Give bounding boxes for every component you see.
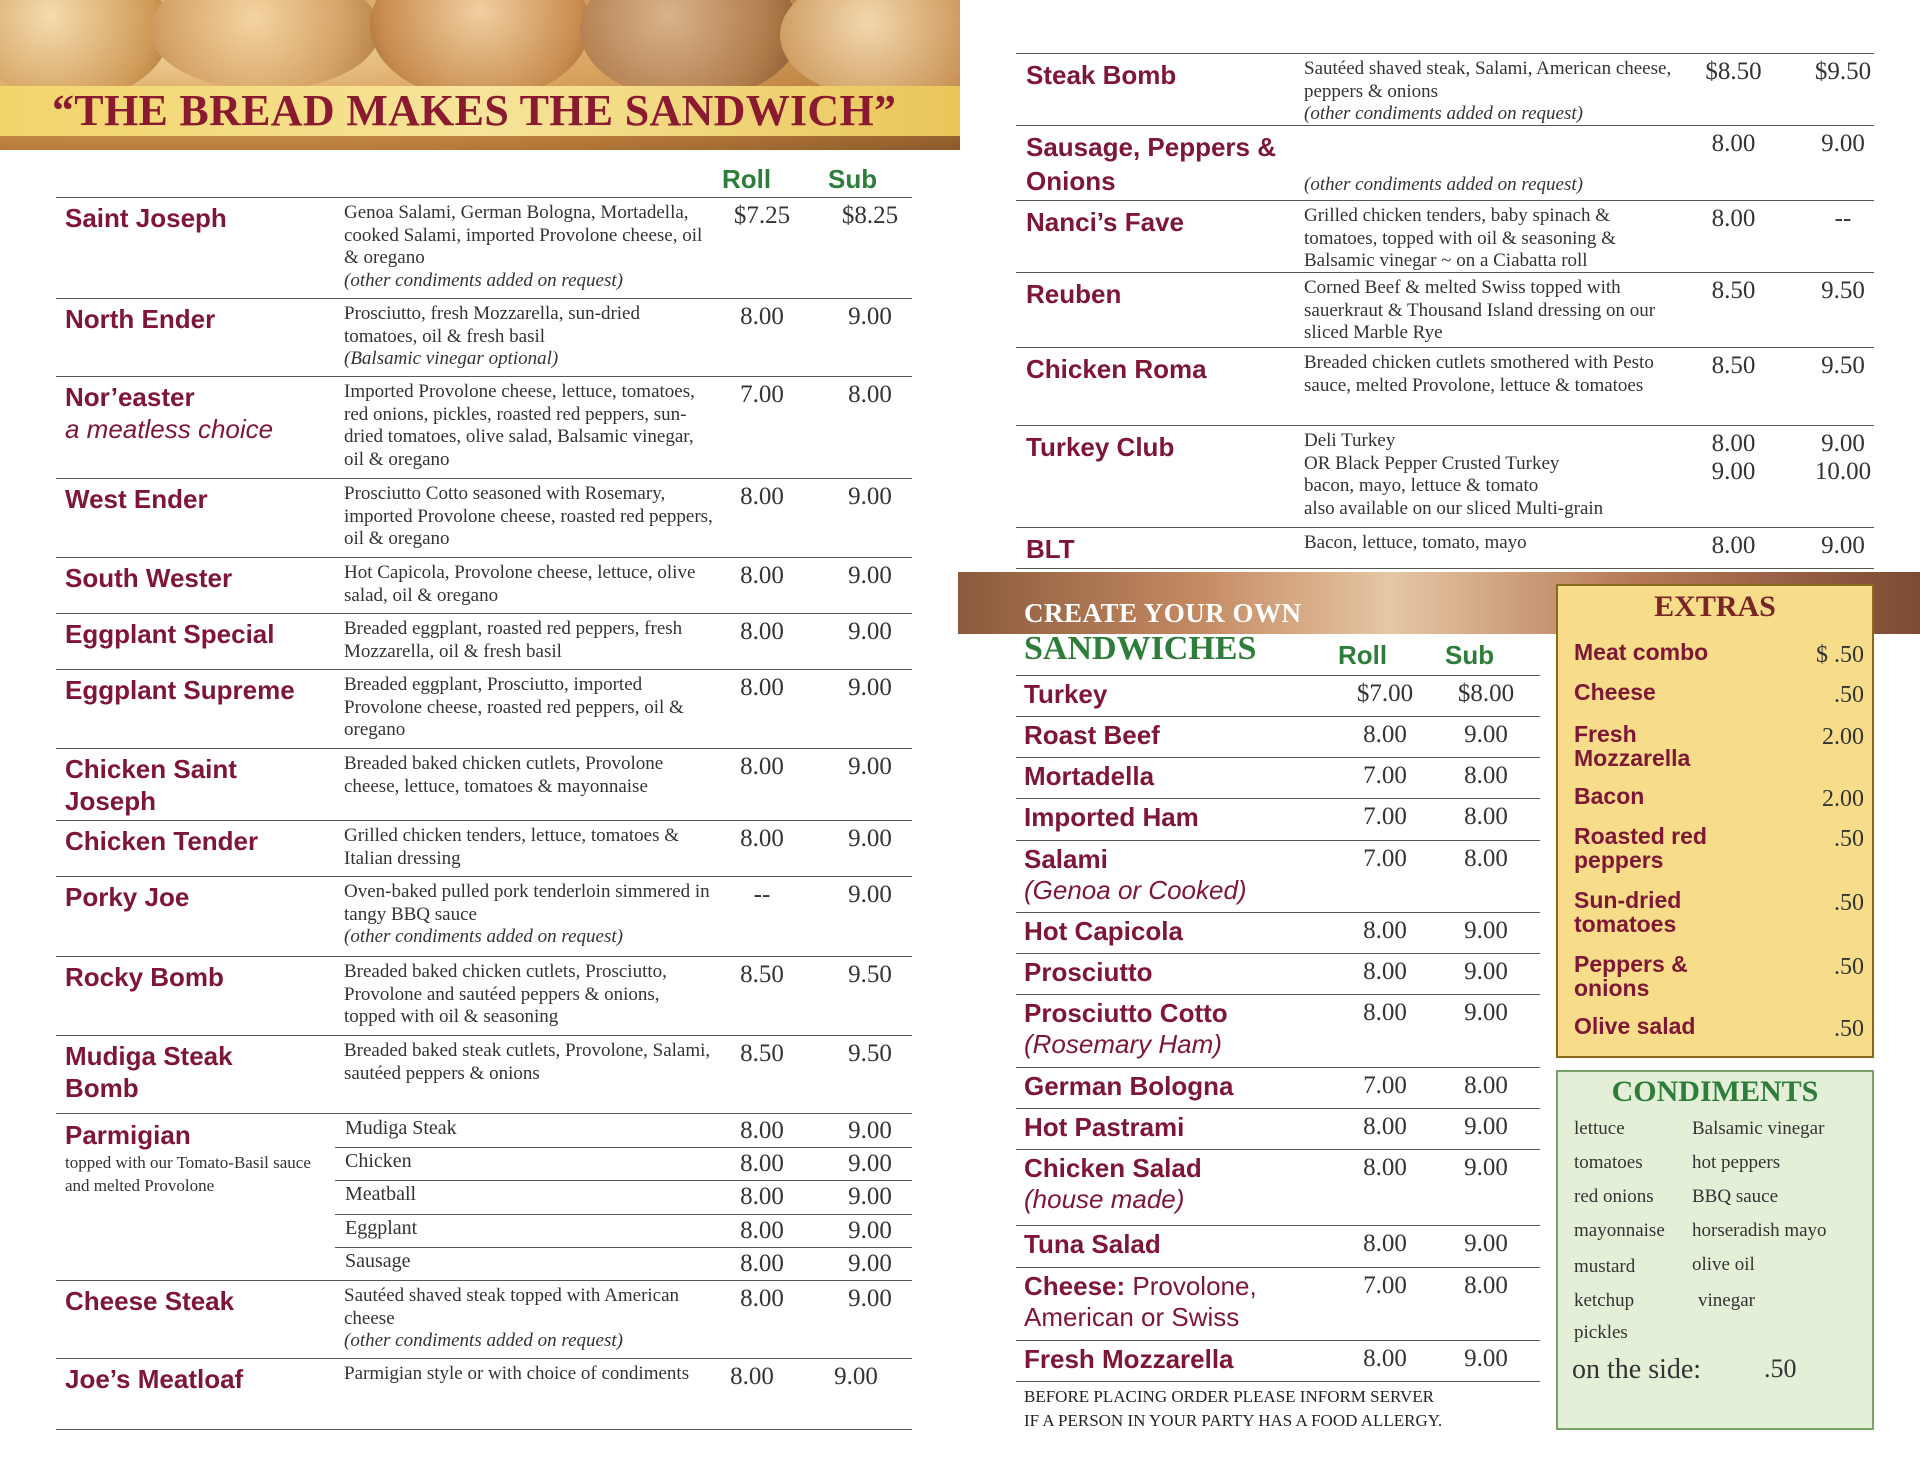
roll-price: 8.00 xyxy=(740,1285,784,1312)
extra-item xyxy=(1574,824,1864,874)
sub-price: 9.00 xyxy=(1821,532,1865,559)
menu-item xyxy=(56,613,912,670)
sub-price: 8.00 xyxy=(1464,762,1508,789)
sub-price: 9.00 xyxy=(848,1217,892,1244)
sub-price: 9.00 xyxy=(848,881,892,908)
item-name: BLT xyxy=(1026,534,1075,564)
condiment-item: olive oil xyxy=(1692,1254,1755,1275)
item-name: Chicken Tender xyxy=(65,826,259,856)
menu-item xyxy=(1016,840,1540,913)
extra-item xyxy=(1574,952,1864,1002)
roll-price: $7.00 xyxy=(1356,680,1414,707)
sub-price: 9.00 xyxy=(1464,721,1508,748)
item-name: Saint Joseph xyxy=(65,203,227,233)
sub-price: 9.00 10.00 xyxy=(1814,430,1872,485)
item-description: Sautéed shaved steak, Salami, American cheese, peppers & onions (other condiments added on request) xyxy=(1304,58,1684,126)
menu-item xyxy=(1016,425,1874,528)
condiments-box xyxy=(1556,1070,1874,1430)
sub-price: 9.00 xyxy=(848,303,892,330)
sub-price: 9.00 xyxy=(1821,130,1865,157)
sub-price: 9.50 xyxy=(1821,352,1865,379)
item-subname: (Rosemary Ham) xyxy=(1024,1029,1222,1059)
roll-price: 8.00 xyxy=(740,1250,784,1277)
item-note: (other condiments added on request) xyxy=(1304,103,1583,124)
condiment-item: BBQ sauce xyxy=(1692,1186,1779,1207)
extras-title: EXTRAS xyxy=(1654,590,1776,623)
parmigian-option xyxy=(335,1215,912,1248)
parmigian-option xyxy=(335,1148,912,1181)
menu-item xyxy=(56,956,912,1036)
menu-item xyxy=(1016,200,1874,273)
condiment-item: vinegar xyxy=(1698,1290,1755,1311)
extra-item xyxy=(1574,722,1864,772)
item-description: Grilled chicken tenders, baby spinach & tomatoes, topped with oil & seasoning & Balsamic vinegar ~ on a Ciabatta roll xyxy=(1304,205,1616,271)
menu-item xyxy=(1016,347,1874,426)
extra-item xyxy=(1574,680,1864,710)
option-label: Eggplant xyxy=(345,1217,418,1239)
extra-price: .50 xyxy=(1834,954,1864,980)
roll-price: 8.50 xyxy=(740,1040,784,1067)
roll-price: 8.00 xyxy=(1711,130,1756,157)
item-name: Turkey xyxy=(1024,679,1108,709)
menu-item xyxy=(56,748,912,821)
item-subname: American or Swiss xyxy=(1024,1302,1240,1332)
roll-price: 8.00 xyxy=(730,1363,774,1390)
extra-price: 2.00 xyxy=(1822,786,1864,812)
item-name: Rocky Bomb xyxy=(65,962,224,992)
menu-item xyxy=(56,1280,912,1359)
sub-price: 9.00 xyxy=(848,618,892,645)
menu-item xyxy=(56,669,912,749)
menu-item xyxy=(56,197,912,299)
roll-price: 7.00 xyxy=(1363,1272,1407,1299)
menu-item xyxy=(56,478,912,558)
item-name: Steak Bomb xyxy=(1026,60,1177,90)
roll-price: 8.00 xyxy=(740,562,784,589)
roll-column-header: Roll xyxy=(722,164,772,194)
sub-price: 9.00 xyxy=(848,1117,892,1144)
extra-price: 2.00 xyxy=(1822,724,1864,750)
menu-item xyxy=(1016,1340,1540,1382)
item-name: Parmigian xyxy=(65,1120,191,1150)
item-description: Genoa Salami, German Bologna, Mortadella, cooked Salami, imported Provolone cheese, oil & oregano (other condiments added on request) xyxy=(344,202,714,292)
item-name: Joe’s Meatloaf xyxy=(65,1364,244,1394)
sub-price: 9.00 xyxy=(1464,999,1508,1026)
item-name: Roast Beef xyxy=(1024,720,1160,750)
menu-item xyxy=(56,557,912,614)
roll-price: 8.00 xyxy=(1363,1113,1407,1140)
item-description: Hot Capicola, Provolone cheese, lettuce, olive salad, oil & oregano xyxy=(344,562,696,606)
on-the-side-label: on the side: xyxy=(1572,1354,1702,1385)
roll-price: 8.00 xyxy=(740,303,784,330)
menu-item xyxy=(1016,1108,1540,1150)
item-description: Deli Turkey OR Black Pepper Crusted Turkey bacon, mayo, lettuce & tomato also available on our sliced Multi-grain xyxy=(1304,430,1604,519)
page-title: “THE BREAD MAKES THE SANDWICH” xyxy=(52,86,897,135)
roll-price: 8.00 xyxy=(1711,205,1756,232)
item-name: Prosciutto xyxy=(1024,957,1153,987)
item-description: Prosciutto, fresh Mozzarella, sun-dried tomatoes, oil & fresh basil (Balsamic vinegar optional) xyxy=(344,303,714,371)
menu-item xyxy=(1016,1225,1540,1268)
item-name: Hot Pastrami xyxy=(1024,1112,1185,1142)
sub-price: 9.00 xyxy=(1464,1345,1508,1372)
item-note: (other condiments added on request) xyxy=(344,926,623,947)
extra-price: .50 xyxy=(1834,890,1864,916)
roll-price: 8.00 xyxy=(1363,1154,1407,1181)
item-name: Tuna Salad xyxy=(1024,1229,1161,1259)
roll-price: 8.00 xyxy=(1363,1230,1407,1257)
item-note: (other condiments added on request) xyxy=(344,1330,623,1351)
item-name: Porky Joe xyxy=(65,882,190,912)
item-subname: (Genoa or Cooked) xyxy=(1024,875,1247,905)
extra-label: Olive salad xyxy=(1574,1013,1696,1039)
sub-price: $9.50 xyxy=(1814,58,1872,85)
item-note: (other condiments added on request) xyxy=(344,269,623,291)
extra-label: Peppers & onions xyxy=(1574,951,1688,1001)
extra-label: Sun-dried tomatoes xyxy=(1574,887,1682,937)
item-name: Mudiga Steak Bomb xyxy=(65,1041,233,1103)
sub-price: $8.00 xyxy=(1457,680,1515,707)
item-description: Grilled chicken tenders, lettuce, tomatoes & Italian dressing xyxy=(344,825,680,869)
option-label: Chicken xyxy=(345,1150,412,1172)
item-name: West Ender xyxy=(65,484,208,514)
sub-price: 9.50 xyxy=(848,961,892,988)
sub-price: 9.00 xyxy=(834,1363,878,1390)
item-description: Breaded baked chicken cutlets, Prosciutto, Provolone and sautéed peppers & onions, topped with oil & seasoning xyxy=(344,961,667,1027)
item-description: Breaded eggplant, Prosciutto, imported Provolone cheese, roasted red peppers, oil & oregano xyxy=(344,674,684,740)
item-note: (other condiments added on request) xyxy=(1304,174,1583,195)
roll-price: $8.50 xyxy=(1705,58,1762,85)
condiment-item: tomatoes xyxy=(1574,1152,1643,1173)
menu-item xyxy=(56,298,912,377)
parmigian-option xyxy=(335,1181,912,1214)
menu-item xyxy=(1016,125,1874,201)
item-description: Oven-baked pulled pork tenderloin simmered in tangy BBQ sauce (other condiments added on request) xyxy=(344,881,714,949)
item-name: Salami (Genoa or Cooked) xyxy=(1024,844,1284,906)
sub-price: 9.00 xyxy=(848,1285,892,1312)
roll-price: 7.00 xyxy=(1363,762,1407,789)
on-the-side-price: .50 xyxy=(1764,1354,1797,1383)
menu-item xyxy=(1016,1267,1540,1341)
sub-price: 9.00 xyxy=(848,1183,892,1210)
roll-price: 8.00 xyxy=(740,674,784,701)
item-name: South Wester xyxy=(65,563,233,593)
item-description: topped with our Tomato-Basil sauce and melted Provolone xyxy=(65,1153,311,1195)
extra-item xyxy=(1574,784,1864,814)
item-description: Breaded chicken cutlets smothered with Pesto sauce, melted Provolone, lettuce & tomatoes xyxy=(1304,352,1654,396)
condiment-item: mustard xyxy=(1574,1256,1636,1277)
option-label: Sausage xyxy=(345,1250,411,1272)
roll-price: 8.00 xyxy=(740,1217,784,1244)
menu-item xyxy=(1016,716,1540,758)
roll-price: 8.00 xyxy=(1711,532,1756,559)
condiment-item: ketchup xyxy=(1574,1290,1635,1311)
sub-price: 9.00 xyxy=(848,674,892,701)
sub-price: 9.00 xyxy=(1464,917,1508,944)
roll-price: 8.00 xyxy=(1363,958,1407,985)
item-name: Nanci’s Fave xyxy=(1026,207,1185,237)
extra-price: .50 xyxy=(1834,826,1864,852)
item-name: Chicken Saint Joseph xyxy=(65,754,237,816)
roll-price: 8.00 xyxy=(740,1183,784,1210)
sub-column-header: Sub xyxy=(828,164,878,194)
sub-price: 8.00 xyxy=(848,381,892,408)
item-name: Eggplant Supreme xyxy=(65,675,295,705)
sub-price: 9.50 xyxy=(1821,277,1865,304)
condiment-item: horseradish mayo xyxy=(1692,1220,1827,1241)
sub-price: 8.00 xyxy=(1464,1272,1508,1299)
item-description: Bacon, lettuce, tomato, mayo xyxy=(1304,532,1527,553)
menu-item xyxy=(56,376,912,479)
parmigian-option xyxy=(335,1115,912,1148)
roll-price: 8.00 xyxy=(740,753,784,780)
item-description xyxy=(1304,174,1684,197)
sub-price: 9.00 xyxy=(1464,1230,1508,1257)
roll-price: 7.00 xyxy=(740,381,784,408)
sub-price: 9.00 xyxy=(848,825,892,852)
item-name: Mortadella xyxy=(1024,761,1155,791)
sub-price: -- xyxy=(1834,205,1852,232)
roll-column-header: Roll xyxy=(1338,640,1388,670)
item-name: Hot Capicola xyxy=(1024,916,1183,946)
extra-label: Roasted red peppers xyxy=(1574,823,1707,873)
item-subname: (house made) xyxy=(1024,1184,1185,1214)
menu-item xyxy=(1016,1067,1540,1109)
roll-price: 7.00 xyxy=(1363,803,1407,830)
item-description: Parmigian style or with choice of condiments xyxy=(344,1363,690,1384)
parmigian-option xyxy=(335,1248,912,1281)
sub-price: $8.25 xyxy=(841,202,899,229)
item-name: Turkey Club xyxy=(1026,432,1175,462)
condiment-item: red onions xyxy=(1574,1186,1654,1207)
sub-price: 8.00 xyxy=(1464,1072,1508,1099)
item-description: Corned Beef & melted Swiss topped with sauerkraut & Thousand Island dressing on our sliced Marble Rye xyxy=(1304,277,1656,343)
item-note: (Balsamic vinegar optional) xyxy=(344,348,559,369)
menu-item xyxy=(1016,953,1540,995)
menu-item xyxy=(1016,675,1540,717)
sub-price: 9.00 xyxy=(1464,1154,1508,1181)
menu-item xyxy=(1016,527,1874,569)
item-description: Prosciutto Cotto seasoned with Rosemary, imported Provolone cheese, roasted red peppers, oil & oregano xyxy=(344,483,713,549)
roll-price: 8.50 xyxy=(1711,352,1756,379)
menu-item xyxy=(1016,53,1874,126)
item-name: Imported Ham xyxy=(1024,802,1199,832)
roll-price: 8.00 xyxy=(1363,917,1407,944)
extra-price: .50 xyxy=(1834,1016,1864,1042)
item-name: Fresh Mozzarella xyxy=(1024,1344,1234,1374)
sub-price: 9.00 xyxy=(848,562,892,589)
item-name: Cheese: Provolone, American or Swiss xyxy=(1024,1271,1284,1333)
condiment-item: mayonnaise xyxy=(1574,1220,1665,1241)
menu-item xyxy=(56,876,912,957)
sub-column-header: Sub xyxy=(1445,640,1495,670)
roll-price: 8.00 xyxy=(740,1117,784,1144)
item-description: Breaded eggplant, roasted red peppers, fresh Mozzarella, oil & fresh basil xyxy=(344,618,683,662)
item-name: Eggplant Special xyxy=(65,619,275,649)
section-title: SANDWICHES xyxy=(1024,630,1257,667)
condiment-item: lettuce xyxy=(1574,1118,1625,1139)
extra-item xyxy=(1574,1014,1864,1044)
roll-price: 8.50 xyxy=(740,961,784,988)
roll-price: 7.00 xyxy=(1363,845,1407,872)
condiment-item: Balsamic vinegar xyxy=(1692,1118,1825,1139)
section-title: CREATE YOUR OWN xyxy=(1024,598,1302,628)
menu-item xyxy=(1016,912,1540,954)
sub-price: 9.00 xyxy=(848,753,892,780)
extra-label: Meat combo xyxy=(1574,639,1709,665)
menu-item xyxy=(56,1035,912,1114)
sub-price: 9.00 xyxy=(1464,958,1508,985)
item-name: Sausage, Peppers & Onions xyxy=(1026,132,1276,196)
item-description: Sautéed shaved steak topped with American cheese (other condiments added on request) xyxy=(344,1285,714,1353)
condiment-item: pickles xyxy=(1574,1322,1628,1343)
sub-price: 9.00 xyxy=(848,1250,892,1277)
menu-item xyxy=(1016,1149,1540,1226)
roll-price: 8.00 xyxy=(740,1150,784,1177)
sub-price: 9.00 xyxy=(1464,1113,1508,1140)
roll-price: 8.50 xyxy=(1711,277,1756,304)
roll-price: 8.00 xyxy=(740,825,784,852)
item-name: German Bologna xyxy=(1024,1071,1234,1101)
sub-price: 8.00 xyxy=(1464,803,1508,830)
sub-price: 9.00 xyxy=(848,1150,892,1177)
roll-price: 8.00 xyxy=(1363,1345,1407,1372)
extra-label: Fresh Mozzarella xyxy=(1574,721,1691,771)
roll-price: 8.00 xyxy=(1363,721,1407,748)
extra-label: Bacon xyxy=(1574,783,1645,809)
item-name: Chicken Salad (house made) xyxy=(1024,1153,1284,1215)
roll-price: 8.00 xyxy=(1363,999,1407,1026)
condiments-title: CONDIMENTS xyxy=(1611,1075,1819,1108)
sub-price: 9.00 xyxy=(848,483,892,510)
menu-item xyxy=(1016,272,1874,348)
roll-price: -- xyxy=(753,881,771,908)
sub-price: 8.00 xyxy=(1464,845,1508,872)
condiment-item: hot peppers xyxy=(1692,1152,1781,1173)
extra-item xyxy=(1574,888,1864,938)
divider xyxy=(56,1113,912,1114)
allergy-notice: BEFORE PLACING ORDER PLEASE INFORM SERVER IF A PERSON IN YOUR PARTY HAS A FOOD ALLERGY. xyxy=(1024,1387,1443,1430)
item-description: Breaded baked steak cutlets, Provolone, Salami, sautéed peppers & onions xyxy=(344,1040,711,1084)
roll-price: 8.00 9.00 xyxy=(1711,430,1756,485)
item-name: North Ender xyxy=(65,304,216,334)
sub-price: 9.50 xyxy=(848,1040,892,1067)
option-label: Mudiga Steak xyxy=(345,1117,457,1139)
menu-item xyxy=(1016,798,1540,841)
extra-price: .50 xyxy=(1834,682,1864,708)
menu-item xyxy=(1016,757,1540,799)
item-name: Chicken Roma xyxy=(1026,354,1207,384)
option-label: Meatball xyxy=(345,1183,417,1205)
roll-price: $7.25 xyxy=(733,202,791,229)
item-name: Nor’easter a meatless choice xyxy=(65,381,335,445)
extra-item xyxy=(1574,640,1864,670)
item-subname: a meatless choice xyxy=(65,414,274,444)
item-name: Cheese Steak xyxy=(65,1286,235,1316)
roll-price: 7.00 xyxy=(1363,1072,1407,1099)
item-name: Prosciutto Cotto (Rosemary Ham) xyxy=(1024,998,1284,1060)
menu-item xyxy=(56,1358,912,1430)
extra-label: Cheese xyxy=(1574,679,1656,705)
item-description: Breaded baked chicken cutlets, Provolone cheese, lettuce, tomatoes & mayonnaise xyxy=(344,753,664,797)
extras-box xyxy=(1556,584,1874,1058)
extra-price: $ .50 xyxy=(1816,642,1864,668)
menu-item xyxy=(56,820,912,877)
roll-price: 8.00 xyxy=(740,483,784,510)
roll-price: 8.00 xyxy=(740,618,784,645)
item-name: Reuben xyxy=(1026,279,1122,309)
item-description: Imported Provolone cheese, lettuce, tomatoes, red onions, pickles, roasted red peppers, sun-dried tomatoes, olive salad, Balsamic vinegar, oil & oregano xyxy=(344,381,695,470)
menu-item xyxy=(1016,994,1540,1068)
